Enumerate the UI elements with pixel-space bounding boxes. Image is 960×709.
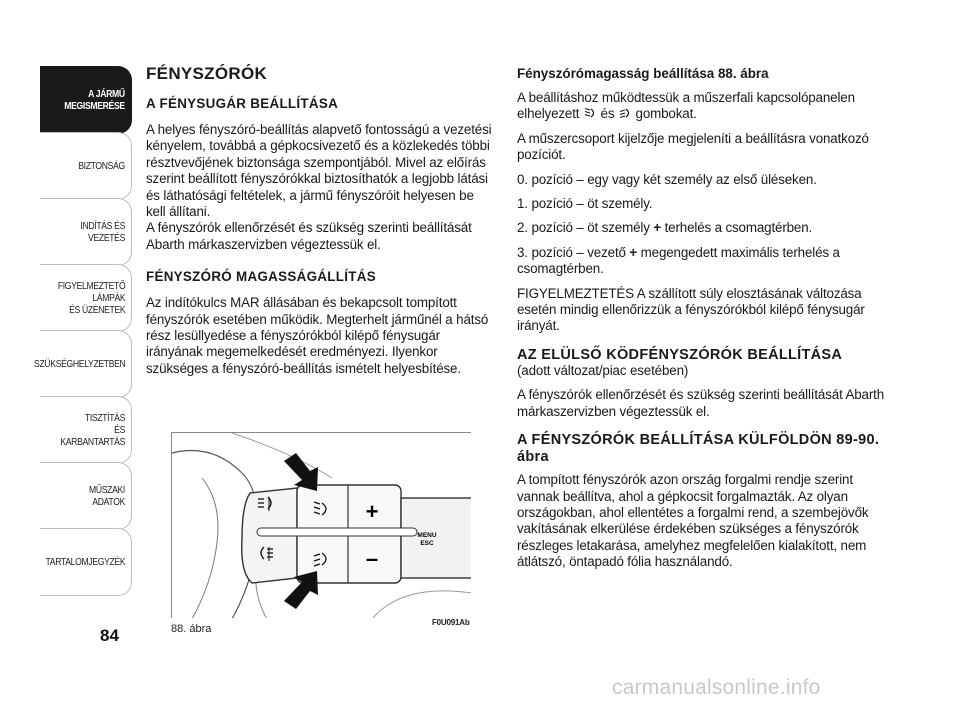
esc-label: ESC — [420, 540, 434, 547]
section-title: FÉNYSZÓRÓK — [146, 64, 268, 83]
heading-kodfenyszorok-note: (adott változat/piac esetében) — [517, 362, 689, 378]
right-column — [517, 66, 885, 579]
paragraph-1: A helyes fényszóró-beállítás alapvető fontosságú a vezetési kényelem, továbbá a gépkocsivezető és a közlekedés többi résztvevőjének biztonsága szempontjából. Mivel az előírás szerint beállított fényszórókkal biztosíthatók a legjobb látási és láthatósági feltételek, a jármű fényszóróit helyesen be kell állítani. — [146, 122, 492, 220]
position-3: 3. pozíció – vezető + megengedett maximális terhelés a csomagtérben. — [517, 244, 840, 277]
left-column — [146, 64, 496, 386]
tab-tartalomjegyzek[interactable]: TARTALOMJEGYZÉK — [40, 528, 132, 596]
headlamp-level-down-icon — [618, 107, 632, 119]
paragraph-kulfoldon: A tompított fényszórók azon ország forgalmi rendje szerint vannak beállítva, ahol a gépkocsit forgalmazták. Az olyan országokban, ahol ellentétes a forgalmi rend, a szembejövők vakításának elkerülése érdekében szükséges a fényszórók részleges letakarása, amelyhez megfelelően kialakított, nem átlátszó, öntapadó fólia használandó. — [517, 472, 869, 570]
heading-kodfenyszorok: AZ ELÜLSŐ KÖDFÉNYSZÓRÓK BEÁLLÍTÁSA — [517, 346, 843, 363]
heading-kulfoldon: A FÉNYSZÓRÓK BEÁLLÍTÁSA KÜLFÖLDÖN 89-90. ábra — [517, 432, 880, 466]
position-0: 0. pozíció – egy vagy két személy az első üléseken. — [517, 171, 817, 187]
tab-jarmu-megismerese[interactable]: A JÁRMŰ MEGISMERÉSE — [40, 66, 132, 134]
headlamp-switch-illustration — [172, 433, 471, 618]
heading-fenyszoromagassag: Fényszórómagasság beállítása 88. ábra — [517, 66, 769, 81]
figure-code: F0U091Ab — [432, 618, 470, 627]
position-2: 2. pozíció – öt személy + terhelés a csomagtérben. — [517, 220, 813, 236]
paragraph-2: A fényszórók ellenőrzését és szükség szerinti beállítását Abarth márkaszervizben végeztessük el. — [146, 220, 472, 252]
menu-label: MENU — [417, 532, 437, 539]
page-number: 84 — [100, 626, 119, 645]
tab-muszaki-adatok[interactable]: MŰSZAKI ADATOK — [40, 462, 132, 530]
paragraph-kodfeny-ellenorzes: A fényszórók ellenőrzését és szükség szerinti beállítását Abarth márkaszervizben végeztessük el. — [517, 387, 885, 419]
paragraph-beallitas: A beállításhoz működtessük a műszerfali kapcsolópanelen elhelyezett és gombokat. — [517, 90, 855, 122]
heading-fenyszoro-magassagallitas: FÉNYSZÓRÓ MAGASSÁGÁLLÍTÁS — [146, 269, 376, 285]
watermark: carmanualsonline.info — [612, 676, 821, 699]
tab-tisztitas-es-karbantartas[interactable]: TISZTÍTÁS ÉS KARBANTARTÁS — [40, 396, 132, 464]
plus-button-label: + — [365, 499, 379, 524]
tab-szukseghelyzetben[interactable]: SZÜKSÉGHELYZETBEN — [40, 330, 132, 398]
figure-caption: 88. ábra — [171, 623, 212, 635]
position-1: 1. pozíció – öt személy. — [517, 196, 653, 212]
chapter-tabs — [33, 66, 132, 596]
tab-inditas-es-vezetes[interactable]: INDÍTÁS ÉS VEZETÉS — [40, 198, 132, 266]
tab-biztonsag[interactable]: BIZTONSÁG — [40, 132, 132, 200]
figure-88 — [171, 432, 471, 618]
warning-paragraph: FIGYELMEZTETÉS A szállított súly elosztásának változása esetén mindig ellenőrizzük a fényszórókból kilépő fénysugár irányát. — [517, 285, 865, 334]
tab-figyelmezteto-lampak[interactable]: FIGYELMEZTETŐ LÁMPÁK ÉS ÜZENETEK — [40, 264, 132, 332]
paragraph-kijelzo: A műszercsoport kijelzője megjeleníti a beállításra vonatkozó pozíciót. — [517, 130, 869, 163]
heading-fenysugar-beallitasa: A FÉNYSUGÁR BEÁLLÍTÁSA — [146, 96, 339, 111]
minus-button-label: – — [365, 546, 379, 571]
arrow-up-button-icon — [284, 453, 318, 491]
paragraph-3: Az indítókulcs MAR állásában és bekapcsolt tompított fényszórók esetében működik. Megterhelt járműnél a hátsó rész lesüllyedése a fényszórókból kilépő fénysugár irányának megemelkedését eredményezi. Ilyenkor szükséges a fényszóró-beállítás ismételt helyesbítése. — [146, 295, 489, 376]
headlamp-level-up-icon — [583, 107, 597, 119]
